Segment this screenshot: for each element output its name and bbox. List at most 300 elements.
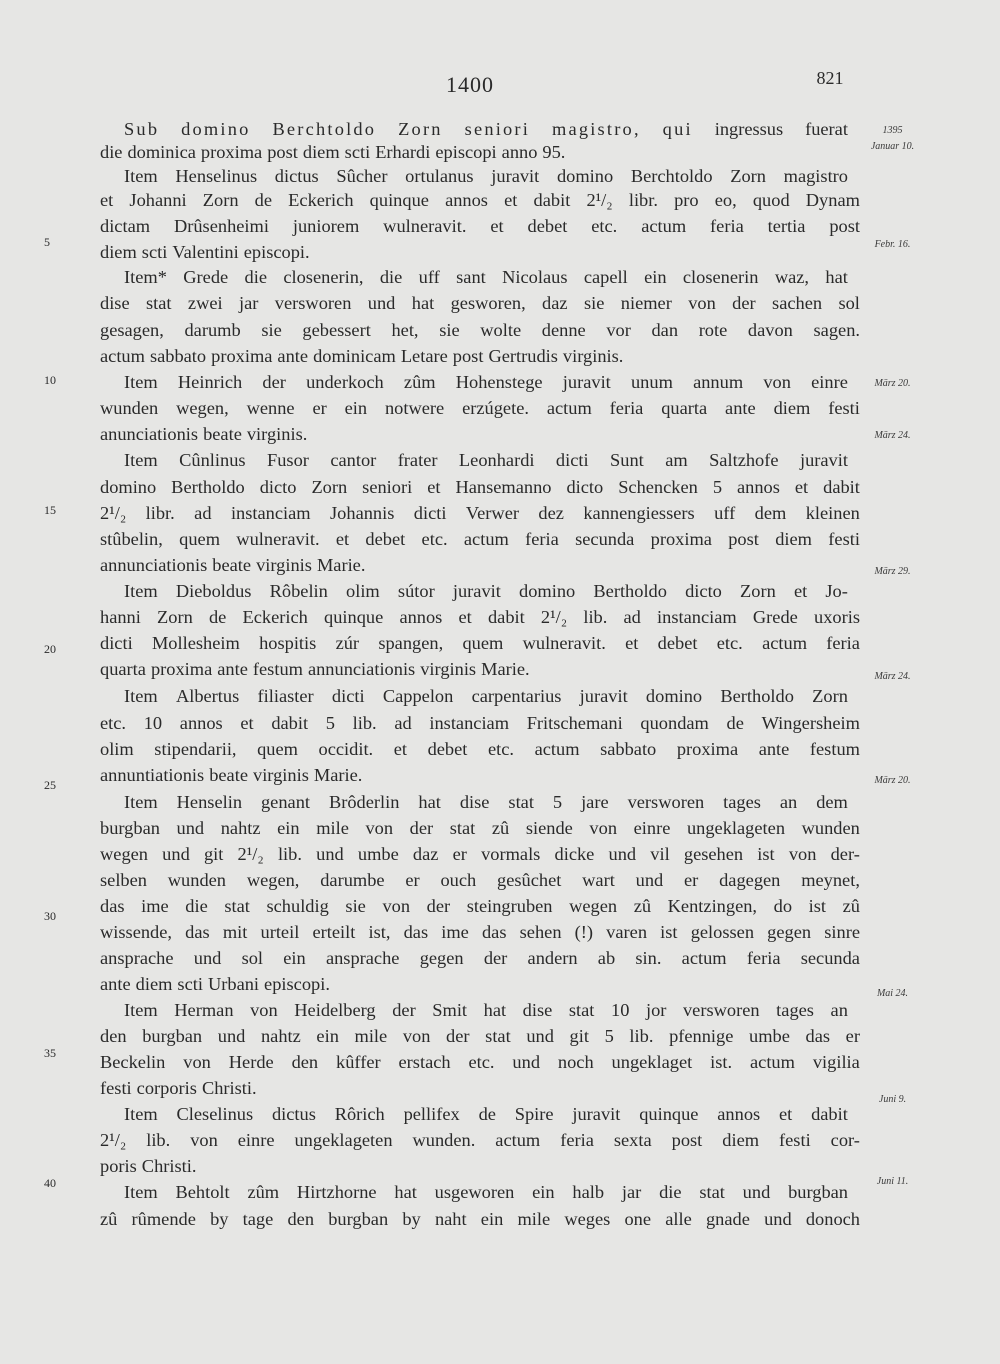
word: ante xyxy=(277,346,309,366)
word: vigilia xyxy=(812,1052,860,1072)
word: vil xyxy=(650,844,670,864)
text-line xyxy=(124,163,848,189)
word: etc. xyxy=(487,739,515,759)
word: ungeklaget xyxy=(611,1052,693,1072)
word: virginis xyxy=(253,765,309,785)
word: domino xyxy=(181,119,251,139)
word: Beckelin xyxy=(100,1052,166,1072)
text-line xyxy=(124,789,848,815)
word: qui xyxy=(662,119,693,139)
word: eo, xyxy=(714,190,737,210)
text-line xyxy=(100,395,860,421)
word: sie xyxy=(439,320,460,340)
line-number: 40 xyxy=(44,1176,56,1190)
word: (!) xyxy=(574,922,594,942)
word: hospitis xyxy=(259,633,317,653)
word: et xyxy=(335,529,350,549)
word: tertia xyxy=(767,216,806,236)
word: dicti xyxy=(331,686,365,706)
word: actum xyxy=(463,529,509,549)
word: kannengiessers xyxy=(583,503,695,523)
word: git xyxy=(203,844,224,864)
word: 10 xyxy=(611,1000,630,1020)
word: uff xyxy=(418,267,440,287)
word: actum xyxy=(100,346,145,366)
word: actum xyxy=(534,739,580,759)
word: und xyxy=(764,1209,792,1229)
word: wegen xyxy=(569,896,618,916)
word: feria xyxy=(560,1130,594,1150)
text-line xyxy=(100,552,860,578)
text-line xyxy=(100,1075,860,1101)
text-line xyxy=(100,1049,860,1075)
word: ein xyxy=(532,1182,555,1202)
word: stat xyxy=(224,896,250,916)
word: filiaster xyxy=(257,686,314,706)
word: actum xyxy=(546,398,592,418)
word: gesehen xyxy=(683,844,744,864)
word: weges xyxy=(564,1209,611,1229)
word: von xyxy=(365,818,394,838)
word: Item xyxy=(124,450,158,470)
word: siende xyxy=(525,818,573,838)
word: lib. xyxy=(629,1026,654,1046)
word: zû xyxy=(842,896,860,916)
word: hanni xyxy=(100,607,141,627)
word: ime xyxy=(441,922,469,942)
word: quinque xyxy=(324,607,384,627)
word: instanciam xyxy=(429,713,510,733)
word: darumb xyxy=(184,320,241,340)
word: 2¹/₂ xyxy=(540,607,568,627)
text-line xyxy=(100,867,860,893)
text-line xyxy=(100,526,860,552)
word: versworen xyxy=(682,1000,760,1020)
text-line xyxy=(124,447,848,473)
word: juravit xyxy=(491,166,540,186)
word: virginis. xyxy=(562,346,624,366)
word: Hansemanno xyxy=(455,477,552,497)
word: et xyxy=(240,713,254,733)
word: pellifex xyxy=(403,1104,460,1124)
word: der xyxy=(426,896,451,916)
word: gesûchet xyxy=(497,870,562,890)
word: Sunt xyxy=(610,450,644,470)
word: Sub xyxy=(124,119,160,139)
word: actum xyxy=(495,1130,541,1150)
word: dem xyxy=(816,792,848,812)
word: ad xyxy=(394,713,412,733)
word: sie xyxy=(583,293,605,313)
word: Eckerich xyxy=(242,607,308,627)
word: das xyxy=(805,1026,831,1046)
word: 95. xyxy=(542,142,566,162)
word: ist xyxy=(660,922,678,942)
word: das xyxy=(100,896,125,916)
word: quarta xyxy=(661,398,708,418)
word: wissende, xyxy=(100,922,173,942)
word: ad xyxy=(623,607,641,627)
line-number: 5 xyxy=(44,235,50,249)
word: dan xyxy=(651,320,679,340)
word: gnade xyxy=(705,1209,750,1229)
word: meynet, xyxy=(801,870,860,890)
word: von xyxy=(788,844,817,864)
word: stat xyxy=(568,1000,595,1020)
word: gesagen, xyxy=(100,320,164,340)
word: libr. xyxy=(628,190,658,210)
text-line xyxy=(100,762,860,788)
word: varen xyxy=(606,922,648,942)
word: feria xyxy=(826,633,860,653)
word: post xyxy=(452,346,484,366)
word: hat xyxy=(825,267,848,287)
margin-date-note: Mai 24. xyxy=(876,988,909,999)
word: wegen, xyxy=(246,870,300,890)
word: Drûsenheimi xyxy=(173,216,269,236)
word: dicto xyxy=(259,477,297,497)
word: quod xyxy=(752,190,790,210)
word: et xyxy=(625,633,639,653)
word: ein xyxy=(644,267,667,287)
word: Mollesheim xyxy=(151,633,240,653)
text-line xyxy=(100,1206,860,1232)
word: andern xyxy=(527,948,578,968)
word: hat xyxy=(483,1000,507,1020)
word: beate xyxy=(203,424,242,444)
word: Item xyxy=(124,1182,158,1202)
line-number: 20 xyxy=(44,642,56,656)
word: wunden xyxy=(100,398,159,418)
text-line xyxy=(100,656,860,682)
word: juravit xyxy=(452,581,501,601)
word: domino xyxy=(556,166,614,186)
word: von xyxy=(190,1130,218,1150)
word: sol xyxy=(241,948,264,968)
word: tages xyxy=(776,1000,814,1020)
word: debet xyxy=(427,739,468,759)
word: etc. xyxy=(100,713,127,733)
word: wunden xyxy=(801,818,860,838)
word: burgban xyxy=(100,818,160,838)
word: Item xyxy=(124,1000,158,1020)
word: urteil xyxy=(260,922,300,942)
word: sehen xyxy=(519,922,562,942)
word: Dieboldus xyxy=(175,581,252,601)
word: burgban xyxy=(142,1026,203,1046)
word: het, xyxy=(391,320,419,340)
word: secunda xyxy=(575,529,635,549)
word: Spire xyxy=(514,1104,554,1124)
word: dabit xyxy=(271,713,309,733)
word: Item xyxy=(124,1104,158,1124)
word: das xyxy=(185,922,210,942)
word: dabit xyxy=(487,607,525,627)
word: feria xyxy=(609,398,644,418)
line-number: 15 xyxy=(44,503,56,517)
word: Grede xyxy=(183,267,229,287)
word: diem xyxy=(722,1130,760,1150)
word: diem xyxy=(100,242,137,262)
word: Zorn xyxy=(730,166,766,186)
word: Item* xyxy=(124,267,167,287)
page-number: 821 xyxy=(816,68,844,88)
word: 2¹/₂ xyxy=(586,190,613,210)
text-line xyxy=(100,187,860,213)
word: die xyxy=(659,1182,682,1202)
text-line xyxy=(100,1023,860,1049)
word: stat xyxy=(485,1026,511,1046)
word: annum xyxy=(693,372,744,392)
word: von xyxy=(183,1052,211,1072)
word: Item xyxy=(124,372,158,392)
word: uff xyxy=(714,503,736,523)
word: die xyxy=(185,896,208,916)
word: 2¹/₂ xyxy=(100,503,127,523)
text-line xyxy=(100,239,860,265)
word: Berchtoldo xyxy=(630,166,713,186)
word: cor- xyxy=(830,1130,860,1150)
word: Behtolt xyxy=(175,1182,230,1202)
word: Eckerich xyxy=(288,190,354,210)
word: und xyxy=(217,1026,246,1046)
word: das xyxy=(481,922,507,942)
word: 2¹/₂ xyxy=(237,844,264,864)
word: closenerin, xyxy=(283,267,364,287)
word: quarta xyxy=(100,659,146,679)
word: post xyxy=(267,142,298,162)
word: juravit xyxy=(579,686,628,706)
word: wunden xyxy=(167,870,227,890)
word: rote xyxy=(698,320,728,340)
word: daz xyxy=(412,844,439,864)
word: magistro, xyxy=(551,119,641,139)
word: Berchtoldo xyxy=(272,119,377,139)
word: mit xyxy=(222,922,248,942)
word: magistro xyxy=(783,166,848,186)
word: und xyxy=(608,844,637,864)
text-line xyxy=(100,317,860,343)
word: Sûcher xyxy=(336,166,388,186)
word: umbe xyxy=(357,844,399,864)
text-line xyxy=(100,841,860,867)
word: er xyxy=(452,844,467,864)
word: und xyxy=(162,844,190,864)
word: et xyxy=(778,1104,793,1124)
word: stat xyxy=(146,293,172,313)
word: Schencken xyxy=(618,477,698,497)
word: Jo- xyxy=(825,581,848,601)
word: dise xyxy=(100,293,130,313)
word: occidit. xyxy=(318,739,374,759)
word: poris xyxy=(100,1156,137,1176)
word: Christi. xyxy=(141,1156,197,1176)
margin-date-note: März 20. xyxy=(874,775,911,786)
word: davon xyxy=(747,320,793,340)
text-line xyxy=(100,139,860,165)
word: festi xyxy=(828,398,860,418)
word: Marie. xyxy=(313,765,363,785)
word: beate xyxy=(209,765,248,785)
word: der xyxy=(483,948,508,968)
word: debet xyxy=(657,633,698,653)
word: wegen xyxy=(100,844,148,864)
word: hat xyxy=(394,1182,417,1202)
word: proxima xyxy=(211,346,273,366)
word: mile xyxy=(517,1209,551,1229)
word: Zorn xyxy=(812,686,848,706)
word: steingruben xyxy=(466,896,553,916)
text-line xyxy=(100,421,860,447)
word: quinque xyxy=(369,190,429,210)
word: Henselin xyxy=(176,792,243,812)
word: ist, xyxy=(368,922,391,942)
word: Herde xyxy=(228,1052,274,1072)
word: cantor xyxy=(330,450,377,470)
word: gesworen, xyxy=(450,293,526,313)
word: und xyxy=(635,870,664,890)
word: festum xyxy=(252,659,303,679)
word: festum xyxy=(809,739,860,759)
word: quem xyxy=(462,633,504,653)
word: fuerat xyxy=(805,119,848,139)
word: stat xyxy=(449,818,476,838)
word: Heidelberg xyxy=(294,1000,376,1020)
text-line xyxy=(124,1101,848,1127)
word: genant xyxy=(260,792,311,812)
word: darumbe xyxy=(320,870,385,890)
word: und xyxy=(367,293,396,313)
word: zû xyxy=(491,818,510,838)
word: der xyxy=(392,1000,416,1020)
word: noch xyxy=(557,1052,594,1072)
word: sagen. xyxy=(813,320,860,340)
word: diem xyxy=(135,974,173,994)
word: der xyxy=(732,293,756,313)
word: Albertus xyxy=(175,686,240,706)
word: denne xyxy=(541,320,586,340)
word: kûffer xyxy=(336,1052,381,1072)
word: Cappelon xyxy=(382,686,454,706)
word: annunciationis xyxy=(307,659,416,679)
word: pfennige xyxy=(669,1026,734,1046)
word: Heinrich xyxy=(177,372,243,392)
word: den xyxy=(100,1026,127,1046)
margin-date-note: Januar 10. xyxy=(870,141,915,152)
word: an xyxy=(779,792,798,812)
word: annuntiationis xyxy=(100,765,205,785)
word: etc. xyxy=(468,1052,495,1072)
word: Gertrudis xyxy=(488,346,558,366)
word: erteilt xyxy=(312,922,356,942)
word: Urbani xyxy=(207,974,260,994)
word: Cleselinus xyxy=(176,1104,254,1124)
word: lib. xyxy=(352,713,377,733)
word: Brôderlin xyxy=(328,792,400,812)
word: debet xyxy=(365,529,406,549)
word: den xyxy=(291,1052,319,1072)
word: dictam xyxy=(100,216,151,236)
word: erzúgete. xyxy=(462,398,529,418)
word: sie xyxy=(345,896,366,916)
word: lib. xyxy=(146,1130,171,1150)
word: dabit xyxy=(823,477,860,497)
word: ansprache xyxy=(100,948,174,968)
word: quinque xyxy=(639,1104,699,1124)
word: alle xyxy=(665,1209,692,1229)
word: Item xyxy=(124,166,158,186)
word: episcopi. xyxy=(243,242,310,262)
word: sútor xyxy=(397,581,435,601)
text-line xyxy=(124,683,848,709)
word: dictus xyxy=(274,166,319,186)
word: juniorem xyxy=(292,216,360,236)
word: quem xyxy=(257,739,298,759)
word: ein xyxy=(316,1026,339,1046)
word: mile xyxy=(316,818,349,838)
line-number: 35 xyxy=(44,1046,56,1060)
word: Item xyxy=(124,686,158,706)
text-line xyxy=(100,474,860,500)
word: sabbato xyxy=(149,346,207,366)
word: do xyxy=(773,896,793,916)
text-line xyxy=(100,630,860,656)
word: wunden. xyxy=(412,1130,476,1150)
word: Marie. xyxy=(316,555,366,575)
word: scti xyxy=(141,242,168,262)
word: et xyxy=(504,190,518,210)
word: proxima xyxy=(150,659,213,679)
word: ist xyxy=(808,896,826,916)
word: ad xyxy=(194,503,212,523)
word: von xyxy=(589,818,618,838)
text-line xyxy=(100,1127,860,1153)
word: donoch xyxy=(805,1209,860,1229)
word: Grede xyxy=(752,607,798,627)
word: von xyxy=(763,372,791,392)
word: waz, xyxy=(774,267,810,287)
word: dem xyxy=(754,503,787,523)
word: Johannis xyxy=(330,503,395,523)
word: rûmende xyxy=(131,1209,196,1229)
word: schuldig xyxy=(266,896,329,916)
word: wulneravit. xyxy=(383,216,467,236)
word: er xyxy=(405,870,420,890)
text-line xyxy=(100,1153,860,1179)
word: post xyxy=(728,529,759,549)
word: zúr xyxy=(335,633,360,653)
word: hat xyxy=(411,293,435,313)
word: de xyxy=(726,713,744,733)
word: annos xyxy=(179,713,223,733)
word: 5 xyxy=(552,792,563,812)
word: ante xyxy=(758,739,790,759)
word: underkoch xyxy=(306,372,384,392)
word: jar xyxy=(621,1182,642,1202)
word: ouch xyxy=(440,870,477,890)
word: jor xyxy=(645,1000,667,1020)
word: spangen, xyxy=(378,633,444,653)
word: Henselinus xyxy=(175,166,258,186)
word: von xyxy=(250,1000,278,1020)
word: ab xyxy=(597,948,616,968)
margin-date-note: März 20. xyxy=(874,378,911,389)
word: et xyxy=(794,477,809,497)
word: juravit xyxy=(572,1104,621,1124)
word: post xyxy=(829,216,860,236)
word: ist xyxy=(757,844,775,864)
word: Herman xyxy=(174,1000,234,1020)
